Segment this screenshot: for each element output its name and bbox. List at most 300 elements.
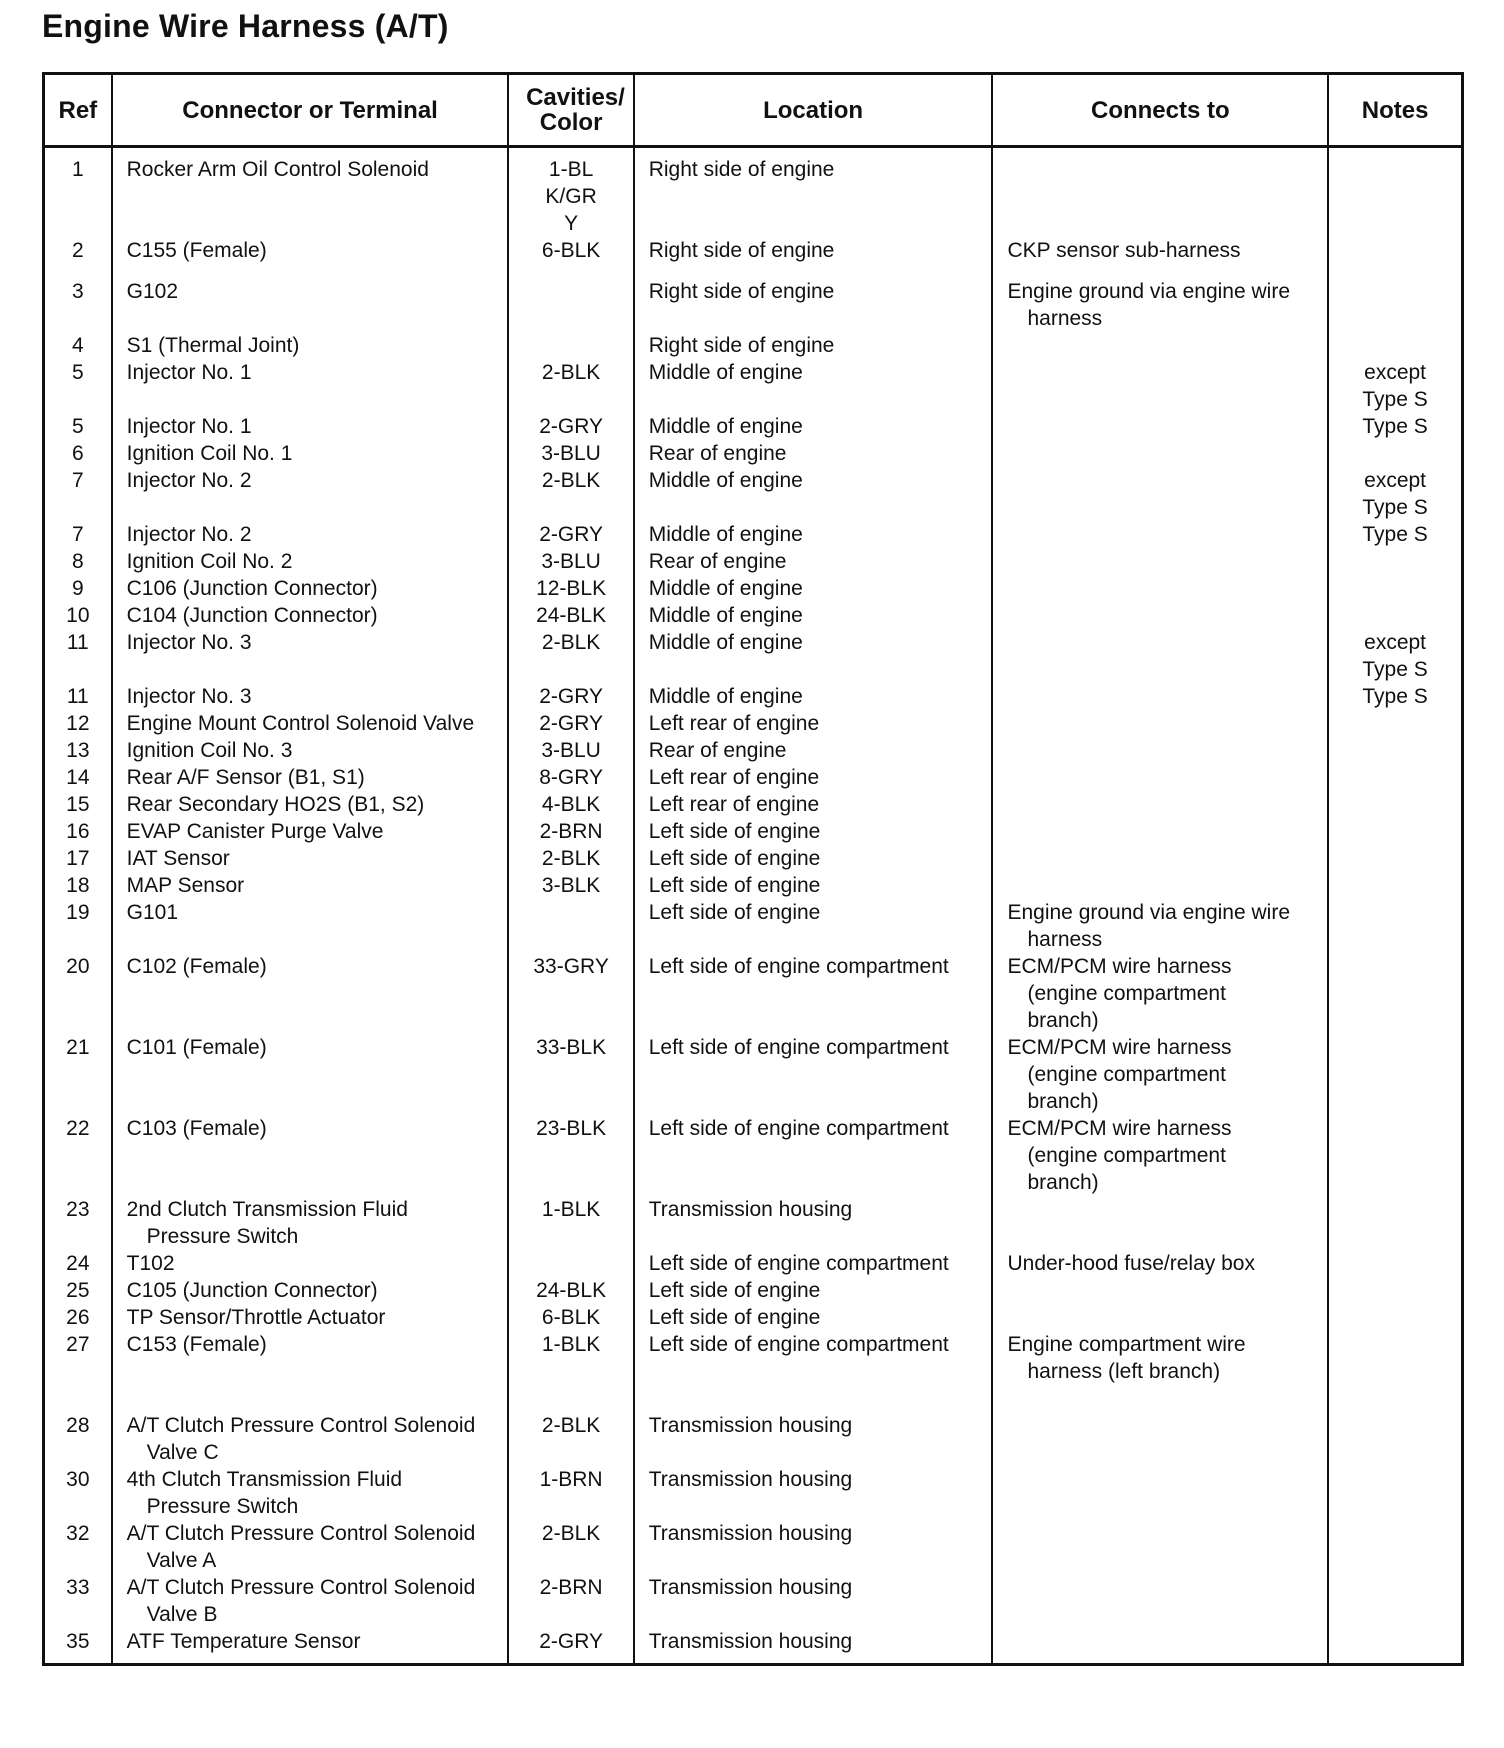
cell-ref-text: 17 [66, 847, 90, 870]
cell-cavities [508, 147, 633, 238]
cell-connects-to [992, 237, 1328, 278]
cell-connector-text: A/T Clutch Pressure Control Solenoid Valve B [126, 1576, 476, 1626]
cell-cavities [508, 1277, 633, 1304]
cell-cavities [508, 1331, 633, 1412]
cell-connector [112, 1115, 509, 1196]
cell-notes [1328, 548, 1462, 575]
cell-notes [1328, 899, 1462, 953]
cell-notes [1328, 237, 1462, 278]
cell-connects-to-text: Engine ground via engine wire harness [1007, 280, 1290, 330]
cell-ref [44, 1196, 112, 1250]
cell-notes-text: Type S [1362, 523, 1428, 546]
table-row [44, 1331, 1463, 1412]
cell-location-text: Transmission housing [648, 1630, 853, 1653]
cell-connects-to [992, 1034, 1328, 1115]
cell-location-text: Middle of engine [648, 415, 803, 438]
cell-connects-to-text: Under-hood fuse/relay box [1007, 1252, 1255, 1275]
cell-ref [44, 791, 112, 818]
cell-connects-to [992, 1304, 1328, 1331]
page-title: Engine Wire Harness (A/T) [42, 8, 449, 44]
cell-ref-text: 25 [66, 1279, 90, 1302]
cell-cavities-text: 2-GRY [539, 1630, 603, 1653]
cell-ref-text: 28 [66, 1414, 90, 1437]
cell-ref-text: 9 [71, 577, 84, 600]
cell-cavities [508, 548, 633, 575]
cell-ref-text: 20 [66, 955, 90, 978]
cell-cavities-text: 1-BRN [539, 1468, 603, 1491]
cell-connector [112, 1034, 509, 1115]
cell-cavities-text: 1-BLK [541, 1198, 601, 1221]
cell-cavities [508, 1196, 633, 1250]
cell-ref [44, 332, 112, 359]
cell-ref [44, 1277, 112, 1304]
cell-connector-text: Rocker Arm Oil Control Solenoid [126, 158, 429, 181]
table-row [44, 818, 1463, 845]
table-row [44, 359, 1463, 413]
cell-location [634, 575, 993, 602]
cell-connects-to [992, 548, 1328, 575]
cell-ref [44, 872, 112, 899]
cell-location [634, 1331, 993, 1412]
cell-location-text: Transmission housing [648, 1576, 853, 1599]
table-row [44, 521, 1463, 548]
table-row [44, 791, 1463, 818]
cell-cavities [508, 1034, 633, 1115]
cell-notes [1328, 872, 1462, 899]
cell-location-text: Left side of engine [648, 847, 821, 870]
cell-notes [1328, 278, 1462, 332]
cell-location [634, 278, 993, 332]
cell-cavities [508, 440, 633, 467]
cell-connects-to [992, 1196, 1328, 1250]
table-row [44, 710, 1463, 737]
cell-ref [44, 521, 112, 548]
cell-ref-text: 26 [66, 1306, 90, 1329]
cell-connector [112, 1277, 509, 1304]
cell-notes [1328, 845, 1462, 872]
cell-ref-text: 32 [66, 1522, 90, 1545]
cell-ref [44, 440, 112, 467]
cell-connector [112, 1520, 509, 1574]
cell-ref-text: 30 [66, 1468, 90, 1491]
cell-connector [112, 683, 509, 710]
cell-cavities-text: 24-BLK [536, 1279, 607, 1302]
cell-ref-text: 16 [66, 820, 90, 843]
cell-location-text: Right side of engine [648, 239, 835, 262]
cell-connector [112, 237, 509, 278]
cell-notes-text: Type S [1362, 415, 1428, 438]
cell-connects-to [992, 683, 1328, 710]
table-row [44, 629, 1463, 683]
cell-connector-text: Injector No. 3 [126, 685, 252, 708]
cell-location [634, 1196, 993, 1250]
cell-location-text: Left side of engine compartment [648, 1117, 949, 1140]
cell-connects-to [992, 1412, 1328, 1466]
cell-cavities-text: 2-BRN [539, 1576, 603, 1599]
cell-ref-text: 6 [71, 442, 84, 465]
cell-ref [44, 845, 112, 872]
cell-cavities-text: 3-BLU [541, 739, 601, 762]
cell-connector-text: A/T Clutch Pressure Control Solenoid Valve A [126, 1522, 476, 1572]
table-row [44, 1628, 1463, 1665]
cell-cavities-text: 3-BLK [541, 874, 601, 897]
cell-ref-text: 12 [66, 712, 90, 735]
cell-location [634, 818, 993, 845]
cell-connector [112, 1574, 509, 1628]
cell-connects-to [992, 467, 1328, 521]
cell-notes [1328, 413, 1462, 440]
cell-location [634, 710, 993, 737]
cell-connects-to [992, 1466, 1328, 1520]
cell-notes [1328, 521, 1462, 548]
cell-cavities [508, 953, 633, 1034]
col-header-notes: Notes [1328, 74, 1462, 147]
cell-location-text: Transmission housing [648, 1468, 853, 1491]
cell-location-text: Left side of engine [648, 1306, 821, 1329]
cell-connects-to-text: Engine ground via engine wire harness [1007, 901, 1290, 951]
cell-connector [112, 1250, 509, 1277]
cell-connector [112, 1196, 509, 1250]
cell-location [634, 1115, 993, 1196]
table-row [44, 602, 1463, 629]
table-row [44, 737, 1463, 764]
cell-ref-text: 3 [71, 280, 84, 303]
cell-connector-text: C104 (Junction Connector) [126, 604, 378, 627]
cell-location-text: Transmission housing [648, 1522, 853, 1545]
cell-cavities [508, 1250, 633, 1277]
cell-ref-text: 19 [66, 901, 90, 924]
cell-connects-to [992, 602, 1328, 629]
table-row [44, 575, 1463, 602]
harness-table [42, 72, 1464, 1666]
cell-ref-text: 13 [66, 739, 90, 762]
cell-notes [1328, 1628, 1462, 1665]
cell-location-text: Middle of engine [648, 577, 803, 600]
header-row [44, 74, 1463, 147]
cell-connects-to [992, 872, 1328, 899]
cell-location-text: Left side of engine [648, 874, 821, 897]
cell-ref [44, 359, 112, 413]
cell-location [634, 1034, 993, 1115]
cell-connector-text: T102 [126, 1252, 175, 1275]
cell-ref-text: 11 [66, 685, 89, 708]
cell-location [634, 845, 993, 872]
cell-notes-text: except Type S [1362, 361, 1428, 411]
cell-cavities-text: 8-GRY [539, 766, 603, 789]
cell-cavities-text: 2-BLK [541, 1522, 601, 1545]
cell-connector [112, 1304, 509, 1331]
cell-ref [44, 683, 112, 710]
cell-cavities-text: 33-GRY [533, 955, 609, 978]
cell-notes [1328, 1115, 1462, 1196]
cell-ref-text: 21 [66, 1036, 90, 1059]
cell-cavities-text: 2-BLK [541, 631, 601, 654]
cell-notes [1328, 1250, 1462, 1277]
cell-notes [1328, 1331, 1462, 1412]
cell-connector [112, 953, 509, 1034]
cell-location [634, 1277, 993, 1304]
cell-location-text: Left side of engine compartment [648, 1252, 949, 1275]
cell-connector-text: Injector No. 3 [126, 631, 252, 654]
cell-cavities [508, 791, 633, 818]
cell-ref-text: 7 [71, 523, 84, 546]
cell-connects-to [992, 953, 1328, 1034]
cell-ref-text: 14 [66, 766, 90, 789]
cell-cavities-text: 6-BLK [541, 239, 601, 262]
table-row [44, 1574, 1463, 1628]
cell-cavities-text: 1-BLK [541, 1333, 601, 1356]
cell-connector [112, 440, 509, 467]
cell-location [634, 413, 993, 440]
cell-ref-text: 15 [66, 793, 90, 816]
cell-cavities [508, 467, 633, 521]
cell-ref [44, 818, 112, 845]
cell-location-text: Transmission housing [648, 1198, 853, 1221]
cell-connector [112, 147, 509, 238]
cell-connector-text: A/T Clutch Pressure Control Solenoid Valve C [126, 1414, 476, 1464]
cell-cavities [508, 737, 633, 764]
cell-connects-to [992, 575, 1328, 602]
cell-location-text: Left side of engine compartment [648, 1036, 949, 1059]
cell-connects-to [992, 1628, 1328, 1665]
cell-notes [1328, 332, 1462, 359]
table-row [44, 548, 1463, 575]
cell-notes [1328, 467, 1462, 521]
cell-location-text: Left rear of engine [648, 712, 820, 735]
col-header-connector: Connector or Terminal [112, 74, 509, 147]
cell-location-text: Left side of engine [648, 820, 821, 843]
cell-cavities [508, 359, 633, 413]
cell-notes [1328, 791, 1462, 818]
cell-connector-text: C155 (Female) [126, 239, 267, 262]
cell-cavities-text: 12-BLK [536, 577, 607, 600]
cell-cavities-text: 1-BLK/GRY [545, 158, 597, 235]
table-row [44, 332, 1463, 359]
cell-connects-to [992, 1574, 1328, 1628]
cell-location [634, 1520, 993, 1574]
cell-location [634, 899, 993, 953]
cell-location [634, 629, 993, 683]
cell-location-text: Left side of engine [648, 901, 821, 924]
cell-notes [1328, 737, 1462, 764]
cell-ref-text: 24 [66, 1252, 90, 1275]
cell-location-text: Middle of engine [648, 523, 803, 546]
cell-ref-text: 27 [66, 1333, 90, 1356]
cell-cavities [508, 764, 633, 791]
table-row [44, 147, 1463, 238]
cell-ref-text: 10 [66, 604, 90, 627]
table-row [44, 237, 1463, 278]
cell-location-text: Rear of engine [648, 739, 787, 762]
cell-connector-text: MAP Sensor [126, 874, 245, 897]
cell-connector [112, 1412, 509, 1466]
cell-location-text: Left side of engine [648, 1279, 821, 1302]
cell-cavities [508, 710, 633, 737]
cell-location-text: Middle of engine [648, 361, 803, 384]
cell-connector [112, 710, 509, 737]
cell-ref [44, 413, 112, 440]
cell-cavities-text: 4-BLK [541, 793, 601, 816]
cell-location [634, 332, 993, 359]
cell-ref [44, 953, 112, 1034]
col-header-cavities-label: Cavities/ Color [526, 84, 625, 136]
cell-connector [112, 359, 509, 413]
cell-ref [44, 548, 112, 575]
cell-notes-text: except Type S [1362, 631, 1428, 681]
cell-location [634, 147, 993, 238]
cell-cavities [508, 845, 633, 872]
table-row [44, 1277, 1463, 1304]
cell-location [634, 1250, 993, 1277]
cell-connects-to [992, 629, 1328, 683]
col-header-cavities [508, 74, 633, 147]
cell-connector [112, 467, 509, 521]
cell-cavities-text: 2-BLK [541, 847, 601, 870]
cell-cavities-text: 2-BLK [541, 1414, 601, 1437]
cell-location-text: Right side of engine [648, 158, 835, 181]
col-header-connects-to: Connects to [992, 74, 1328, 147]
cell-notes [1328, 764, 1462, 791]
cell-connector-text: C102 (Female) [126, 955, 267, 978]
cell-connector [112, 629, 509, 683]
cell-connects-to-text: ECM/PCM wire harness (engine compartment branch) [1007, 955, 1232, 1032]
cell-connector-text: Injector No. 2 [126, 469, 252, 492]
cell-ref [44, 237, 112, 278]
cell-cavities [508, 1520, 633, 1574]
table-row [44, 899, 1463, 953]
cell-location [634, 1412, 993, 1466]
cell-connects-to [992, 764, 1328, 791]
cell-notes [1328, 1034, 1462, 1115]
cell-cavities-text: 23-BLK [536, 1117, 607, 1140]
cell-connector-text: Injector No. 2 [126, 523, 252, 546]
cell-ref-text: 5 [71, 361, 84, 384]
cell-ref [44, 1304, 112, 1331]
cell-location [634, 683, 993, 710]
cell-connector-text: Ignition Coil No. 1 [126, 442, 293, 465]
cell-ref [44, 1628, 112, 1665]
cell-connector [112, 1628, 509, 1665]
cell-connects-to [992, 791, 1328, 818]
cell-connects-to [992, 359, 1328, 413]
table-row [44, 1520, 1463, 1574]
cell-connects-to [992, 1520, 1328, 1574]
cell-ref [44, 1574, 112, 1628]
cell-location-text: Left rear of engine [648, 793, 820, 816]
col-header-location: Location [634, 74, 993, 147]
cell-connects-to [992, 818, 1328, 845]
cell-location [634, 1304, 993, 1331]
cell-connector [112, 521, 509, 548]
cell-connector-text: 2nd Clutch Transmission Fluid Pressure Switch [126, 1198, 408, 1248]
cell-connector-text: C105 (Junction Connector) [126, 1279, 378, 1302]
table-row [44, 278, 1463, 332]
cell-ref-text: 5 [71, 415, 84, 438]
cell-location-text: Rear of engine [648, 442, 787, 465]
cell-location [634, 1466, 993, 1520]
cell-connects-to [992, 1250, 1328, 1277]
cell-ref [44, 737, 112, 764]
cell-cavities [508, 602, 633, 629]
cell-location [634, 359, 993, 413]
cell-location [634, 548, 993, 575]
table-body [44, 147, 1463, 1665]
cell-cavities [508, 1115, 633, 1196]
cell-location [634, 737, 993, 764]
table-row [44, 467, 1463, 521]
cell-connector-text: ATF Temperature Sensor [126, 1630, 361, 1653]
cell-connects-to [992, 332, 1328, 359]
cell-ref [44, 764, 112, 791]
cell-ref-text: 18 [66, 874, 90, 897]
cell-cavities-text: 2-GRY [539, 685, 603, 708]
cell-notes [1328, 1304, 1462, 1331]
cell-connector-text: G102 [126, 280, 179, 303]
cell-ref [44, 602, 112, 629]
cell-cavities-text: 2-BLK [541, 361, 601, 384]
cell-location [634, 237, 993, 278]
cell-cavities [508, 899, 633, 953]
cell-connector-text: C106 (Junction Connector) [126, 577, 378, 600]
cell-cavities-text: 2-BLK [541, 469, 601, 492]
cell-ref [44, 1115, 112, 1196]
cell-location-text: Right side of engine [648, 334, 835, 357]
cell-notes [1328, 1196, 1462, 1250]
cell-connects-to [992, 710, 1328, 737]
cell-ref [44, 629, 112, 683]
table-row [44, 440, 1463, 467]
table-row [44, 872, 1463, 899]
cell-location [634, 764, 993, 791]
cell-connector-text: Injector No. 1 [126, 415, 252, 438]
cell-cavities [508, 1466, 633, 1520]
cell-connector [112, 575, 509, 602]
cell-location [634, 440, 993, 467]
cell-location [634, 872, 993, 899]
table-row [44, 413, 1463, 440]
cell-connects-to-text: CKP sensor sub-harness [1007, 239, 1241, 262]
cell-ref-text: 11 [66, 631, 89, 654]
cell-ref-text: 8 [71, 550, 84, 573]
cell-connects-to [992, 413, 1328, 440]
cell-notes [1328, 440, 1462, 467]
cell-location [634, 953, 993, 1034]
cell-cavities [508, 332, 633, 359]
cell-location-text: Middle of engine [648, 469, 803, 492]
cell-connector-text: EVAP Canister Purge Valve [126, 820, 384, 843]
cell-connector [112, 548, 509, 575]
cell-location-text: Middle of engine [648, 604, 803, 627]
cell-connector-text: 4th Clutch Transmission Fluid Pressure Switch [126, 1468, 403, 1518]
cell-connector [112, 818, 509, 845]
cell-connects-to [992, 1331, 1328, 1412]
cell-connects-to [992, 147, 1328, 238]
cell-connector-text: Rear Secondary HO2S (B1, S2) [126, 793, 425, 816]
cell-ref [44, 575, 112, 602]
cell-ref [44, 147, 112, 238]
cell-ref [44, 1034, 112, 1115]
table-row [44, 683, 1463, 710]
cell-connector-text: S1 (Thermal Joint) [126, 334, 300, 357]
cell-connector-text: Injector No. 1 [126, 361, 252, 384]
cell-connector [112, 1466, 509, 1520]
cell-location-text: Rear of engine [648, 550, 787, 573]
cell-connects-to-text: ECM/PCM wire harness (engine compartment branch) [1007, 1036, 1232, 1113]
cell-ref [44, 467, 112, 521]
cell-cavities [508, 872, 633, 899]
cell-cavities [508, 521, 633, 548]
cell-cavities-text: 6-BLK [541, 1306, 601, 1329]
